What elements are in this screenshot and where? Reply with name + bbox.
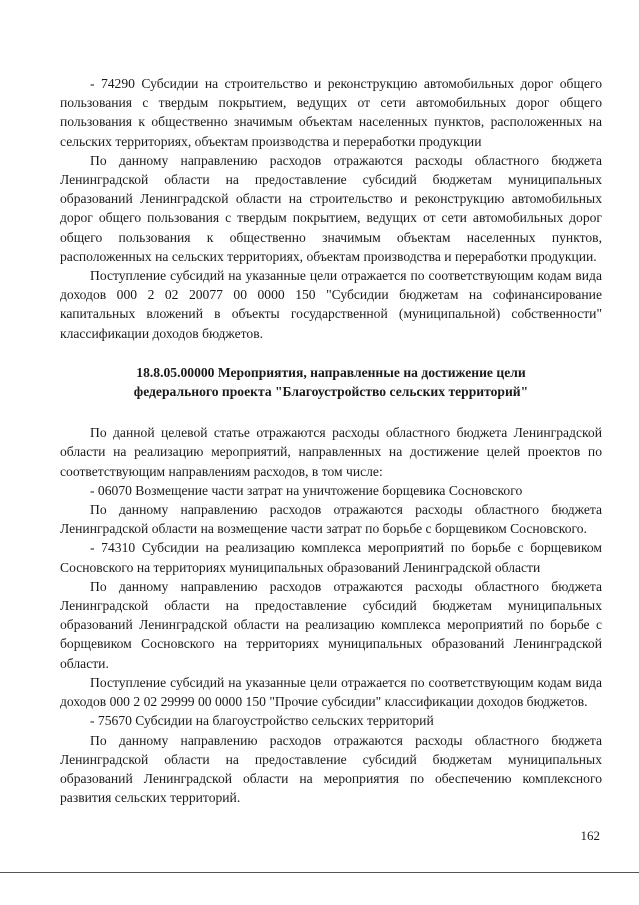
paragraph-06070-title: - 06070 Возмещение части затрат на уничтожение борщевика Сосновского [90,482,523,498]
page-bottom-rule [0,872,640,873]
paragraph-75670-title: - 75670 Субсидии на благоустройство сельских территорий [90,713,434,729]
section-heading-line-1: 18.8.05.00000 Мероприятия, направленные на достижение цели [136,364,526,380]
paragraph-75670-description: По данному направлению расходов отражаются расходы областного бюджета Ленинградской области на предоставление субсидий бюджетам муниципальных образований Ленинградской области на мероприятия по обеспечению комплексного развития сельских территорий. [60,732,602,806]
document-body [60,74,602,807]
page-number: 162 [580,828,600,843]
paragraph-74290-description: По данному направлению расходов отражаются расходы областного бюджета Ленинградской области на предоставление субсидий бюджетам муниципальных образований Ленинградской области на строительство и реконструкцию автомобильных дорог общего пользования с твердым покрытием, ведущих от сети автомобильных дорог общего пользования к общественно значимым объектам населенных пунктов, расположенных на сельских территориях, объектам производства и переработки продукции. [60,152,602,264]
paragraph-74290-revenue: Поступление субсидий на указанные цели отражается по соответствующим кодам вида доходов 000 2 02 20077 00 0000 150 "Субсидии бюджетам на софинансирование капитальных вложений в объекты государственной (муниципальной) собственности" классификации доходов бюджетов. [60,268,602,341]
paragraph-74290-title: - 74290 Субсидии на строительство и реконструкцию автомобильных дорог общего пользования с твердым покрытием, ведущих от сети автомобильных дорог общего пользования к общественно значимым объектам населенных пунктов, расположенных на сельских территориях, объектам производства и переработки продукции [60,76,602,149]
paragraph-74310-revenue: Поступление субсидий на указанные цели отражается по соответствующим кодам вида доходов 000 2 02 29999 00 0000 150 "Прочие субсидии" классификации доходов бюджетов. [60,674,602,710]
paragraph-06070-description: По данному направлению расходов отражаются расходы областного бюджета Ленинградской области на возмещение части затрат по борьбе с борщевиком Сосновского. [60,502,602,537]
section-heading [60,363,602,401]
paragraph-74310-title: - 74310 Субсидии на реализацию комплекса мероприятий по борьбе с борщевиком Сосновского на территориях муниципальных образований Ленинградской области [60,540,602,575]
section-heading-line-2: федерального проекта "Благоустройство сельских территорий" [133,384,529,400]
paragraph-74310-description: По данному направлению расходов отражаются расходы областного бюджета Ленинградской области на предоставление субсидий бюджетам муниципальных образований Ленинградской области на реализацию комплекса мероприятий по борьбе с борщевиком Сосновского на территориях муниципальных образований Ленинградской области. [60,578,602,671]
paragraph-section-intro: По данной целевой статье отражаются расходы областного бюджета Ленинградской области на реализацию мероприятий, направленных на достижение целей проектов по соответствующим направлениям расходов, в том числе: [60,425,602,479]
